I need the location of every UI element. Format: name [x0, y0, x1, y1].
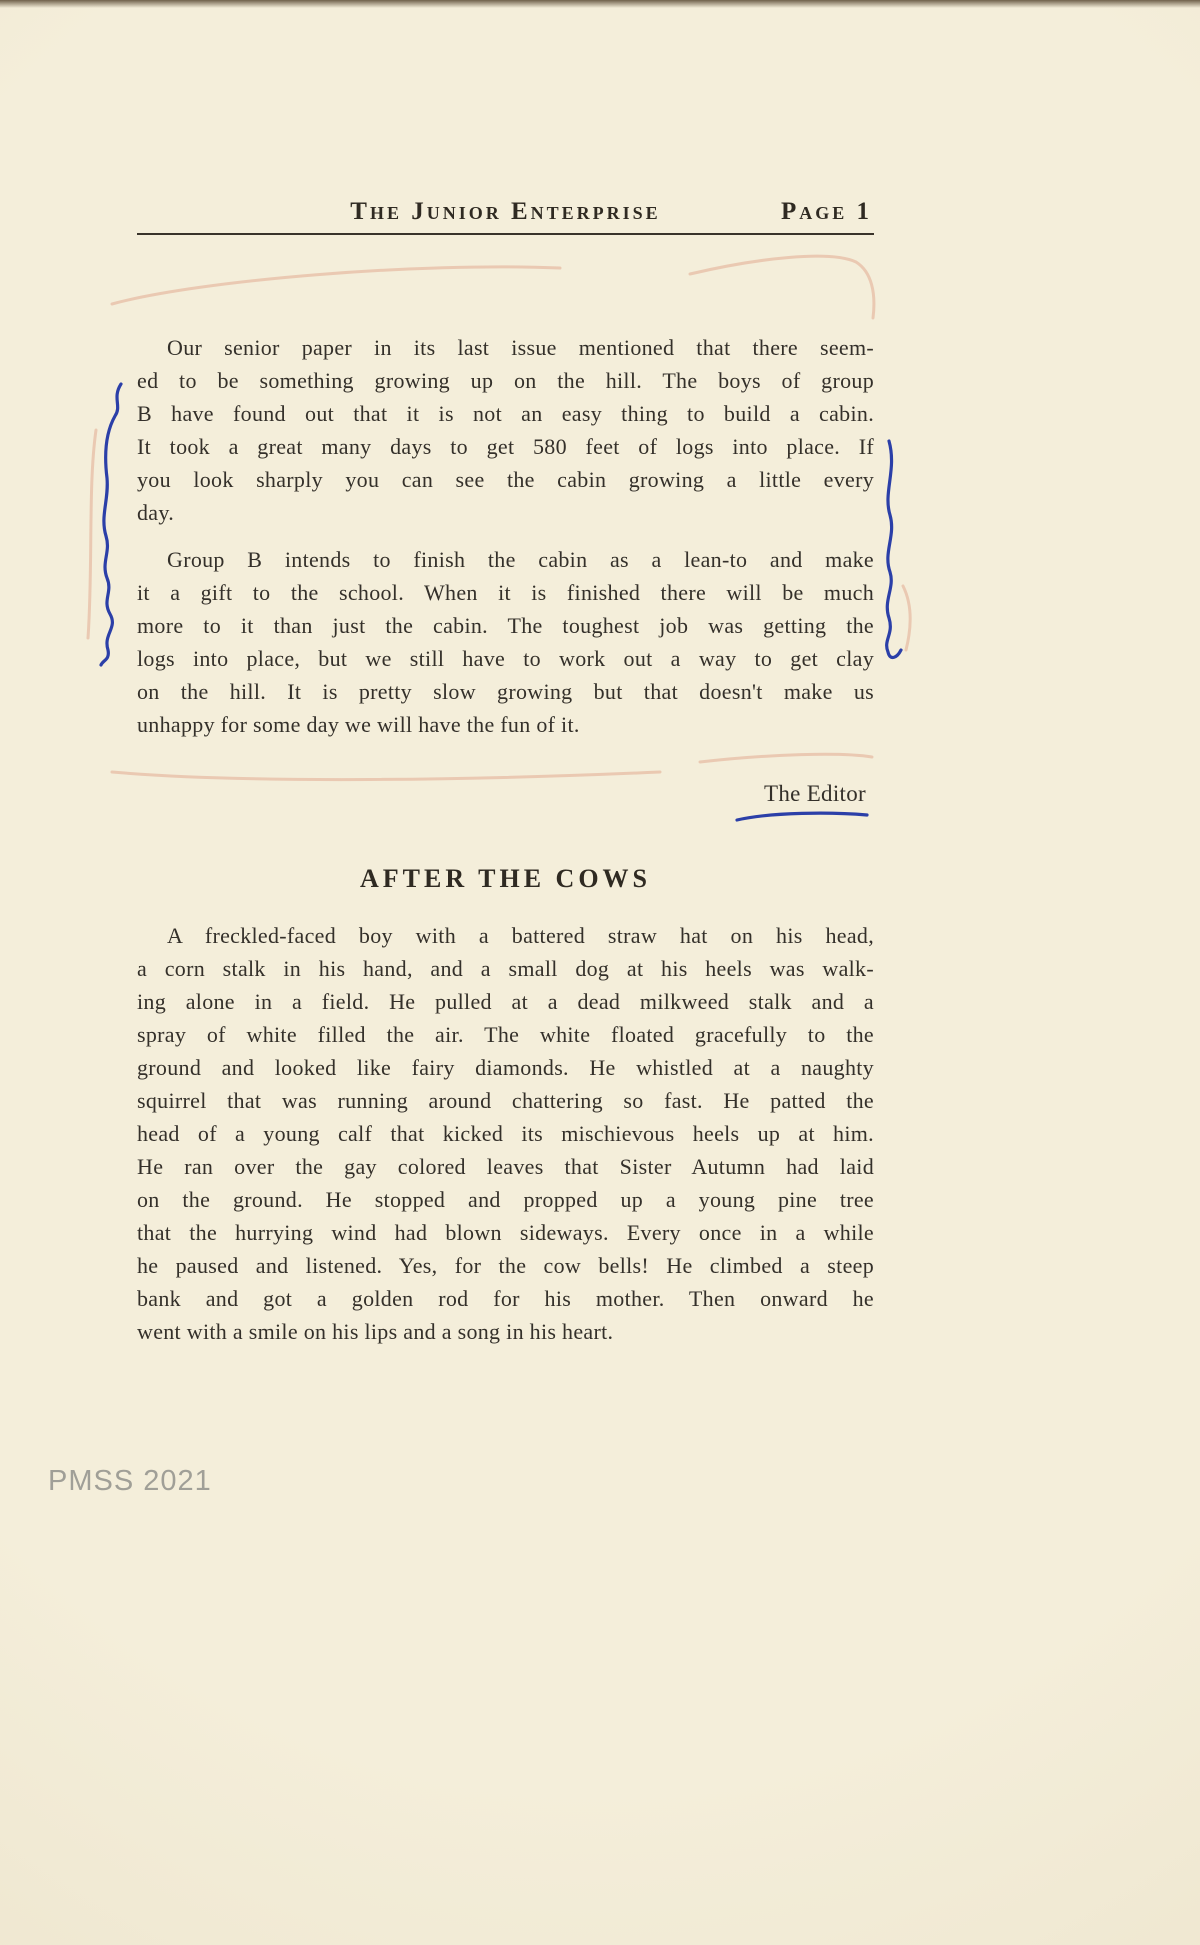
- pencil-mark-right-vertical: [903, 586, 910, 650]
- story-title: AFTER THE COWS: [359, 864, 651, 893]
- text-line: on the hill. It is pretty slow growing but that doesn't make us: [137, 679, 874, 704]
- text-line: A freckled-faced boy with a battered straw hat on his head,: [167, 923, 874, 948]
- text-line: squirrel that was running around chattering so fast. He patted the: [137, 1088, 874, 1113]
- text-line: he paused and listened. Yes, for the cow bells! He climbed a steep: [137, 1253, 874, 1278]
- text-line: B have found out that it is not an easy thing to build a cabin.: [137, 401, 874, 426]
- text-line: ing alone in a field. He pulled at a dead milkweed stalk and a: [137, 989, 874, 1014]
- text-line: it a gift to the school. When it is finished there will be much: [137, 580, 874, 605]
- editorial-section: [137, 331, 874, 1348]
- watermark: PMSS 2021: [48, 1465, 212, 1497]
- editorial-paragraph: [137, 331, 874, 529]
- story-section: [137, 919, 874, 1348]
- text-line: He ran over the gay colored leaves that Sister Autumn had laid: [137, 1154, 874, 1179]
- text-line: head of a young calf that kicked its mischievous heels up at him.: [137, 1121, 874, 1146]
- story-paragraph: [137, 919, 874, 1348]
- pencil-mark-left-vertical: [88, 430, 96, 638]
- text-line: unhappy for some day we will have the fun of it.: [137, 712, 580, 737]
- pen-mark-left-margin: [101, 384, 121, 665]
- page-content: [137, 0, 874, 1362]
- masthead-title: The Junior Enterprise: [350, 198, 661, 225]
- text-line: It took a great many days to get 580 feet of logs into place. If: [137, 434, 874, 459]
- text-line: you look sharply you can see the cabin growing a little every: [137, 467, 874, 492]
- text-line: day.: [137, 500, 175, 525]
- text-line: logs into place, but we still have to work out a way to get clay: [137, 646, 874, 671]
- text-line: more to it than just the cabin. The toughest job was getting the: [137, 613, 874, 638]
- editor-signature: The Editor: [764, 781, 866, 806]
- text-line: spray of white filled the air. The white floated gracefully to the: [137, 1022, 874, 1047]
- text-line: bank and got a golden rod for his mother. Then onward he: [137, 1286, 874, 1311]
- text-line: Our senior paper in its last issue mentioned that there seem-: [167, 335, 874, 360]
- text-line: a corn stalk in his hand, and a small dog at his heels was walk-: [137, 956, 874, 981]
- text-line: ground and looked like fairy diamonds. He whistled at a naughty: [137, 1055, 874, 1080]
- text-line: ed to be something growing up on the hill. The boys of group: [137, 368, 874, 393]
- masthead: [137, 198, 874, 228]
- pen-mark-right-margin: [887, 441, 901, 658]
- page-number: Page 1: [780, 198, 872, 225]
- text-line: on the ground. He stopped and propped up a young pine tree: [137, 1187, 874, 1212]
- header-rule: [137, 233, 874, 235]
- text-line: went with a smile on his lips and a song in his heart.: [137, 1319, 614, 1344]
- editorial-paragraph: [137, 543, 874, 741]
- text-line: Group B intends to finish the cabin as a lean-to and make: [167, 547, 874, 572]
- text-line: that the hurrying wind had blown sideways. Every once in a while: [137, 1220, 874, 1245]
